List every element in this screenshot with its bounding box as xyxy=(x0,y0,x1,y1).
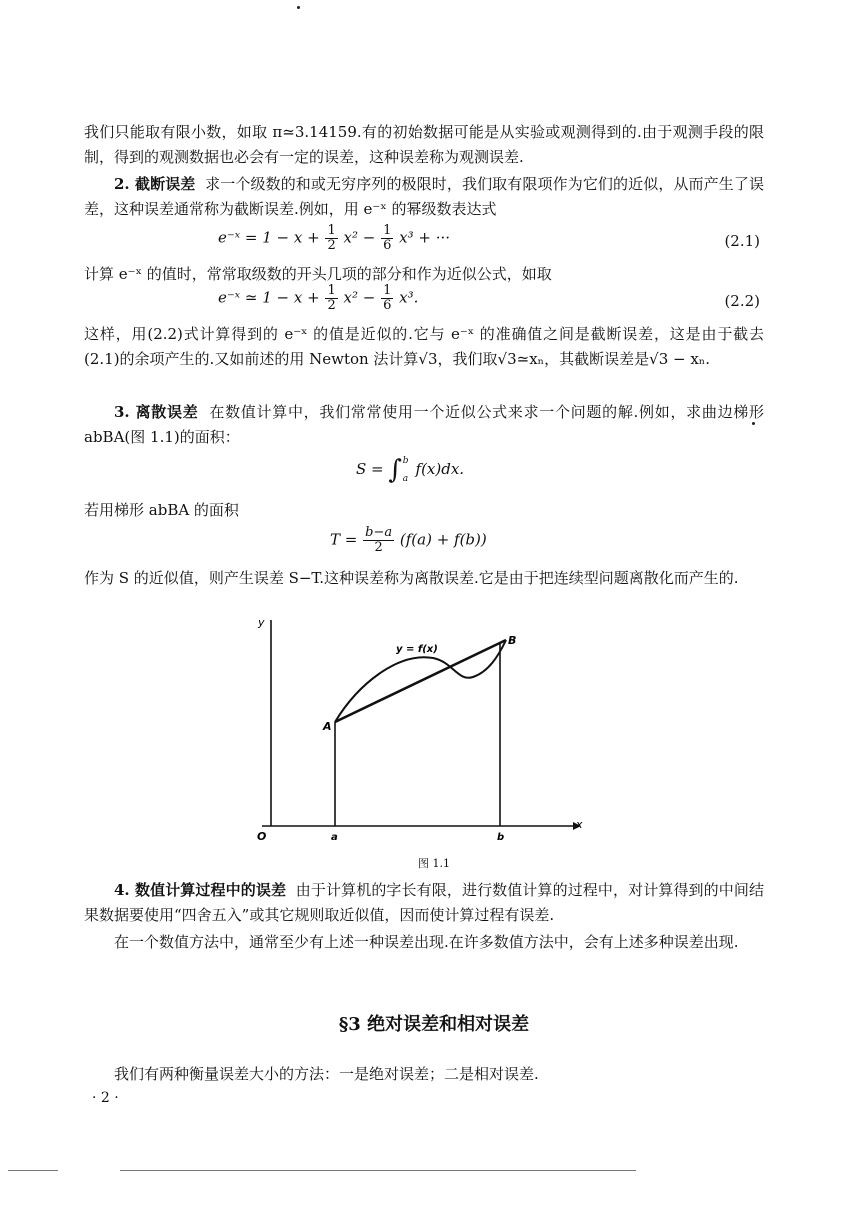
figure-1-1 xyxy=(248,612,588,844)
section-title: §3 绝对误差和相对误差 xyxy=(338,1014,530,1035)
paragraph-discretization-definition: 作为 S 的近似值，则产生误差 S−T.这种误差称为离散误差.它是由于把连续型问题离散化而产生的. xyxy=(84,569,739,587)
page-number: · 2 · xyxy=(92,1090,119,1106)
y-axis-label: y xyxy=(258,616,265,629)
point-B-label: B xyxy=(508,634,517,647)
equation-trapezoid-T: T = $\frac{b-a}{2}$ (f(a) + f(b)) xyxy=(330,525,487,555)
scan-artifact-line xyxy=(8,1170,58,1171)
point-A-label: A xyxy=(323,720,332,733)
discretization-error-text: 在数值计算中，我们常常使用一个近似公式来求一个问题的解.例如，求曲边梯形 abBA(图 1.1)的面积： xyxy=(84,403,764,446)
paragraph-truncation-error xyxy=(84,172,764,222)
paragraph-rounding-error xyxy=(84,878,764,928)
paragraph-newton-example: 这样，用(2.2)式计算得到的 e⁻ˣ 的值是近似的.它与 e⁻ˣ 的准确值之间是截断误差，这是由于截去(2.1)的余项产生的.又如前述的用 Newton 法计算√3，我们取√3≃xₙ，其截断误差是√3 − xₙ. xyxy=(84,325,764,368)
scan-speck xyxy=(297,6,300,9)
scan-speck xyxy=(752,422,755,425)
equation-number-2-2: (2.2) xyxy=(724,292,760,310)
heading-discretization-error: 3. 离散误差 xyxy=(114,403,199,421)
equation-2-2: e⁻ˣ ≃ 1 − x + $\frac{1}{2}$ x² − $\frac{1}{6}$ x³. xyxy=(218,283,419,313)
heading-rounding-error: 4. 数值计算过程中的误差 xyxy=(114,881,287,899)
figure-caption: 图 1.1 xyxy=(418,857,450,870)
paragraph-discretization-error xyxy=(84,400,764,450)
paragraph-observation-error: 我们只能取有限小数，如取 π≃3.14159.有的初始数据可能是从实验或观测得到的.由于观测手段的限制，得到的观测数据也必会有一定的误差，这种误差称为观测误差. xyxy=(84,123,764,166)
heading-truncation-error: 2. 截断误差 xyxy=(114,175,196,193)
scan-artifact-line xyxy=(120,1170,636,1171)
integral-sign: ∫ xyxy=(388,455,402,485)
point-b-label: b xyxy=(497,832,505,843)
paragraph-partial-sum: 计算 e⁻ˣ 的值时，常常取级数的开头几项的部分和作为近似公式，如取 xyxy=(84,265,552,283)
paragraph-error-summary: 在一个数值方法中，通常至少有上述一种误差出现.在许多数值方法中，会有上述多种误差出现. xyxy=(114,933,739,951)
rounding-error-text: 由于计算机的字长有限，进行数值计算的过程中，对计算得到的中间结果数据要使用“四舍五入”或其它规则取近似值，因而使计算过程有误差. xyxy=(84,881,764,924)
paragraph-measuring-error: 我们有两种衡量误差大小的方法：一是绝对误差；二是相对误差. xyxy=(114,1065,539,1083)
origin-label: O xyxy=(257,830,267,843)
curve-label: y = f(x) xyxy=(396,644,438,655)
truncation-error-text: 求一个级数的和或无穷序列的极限时，我们取有限项作为它们的近似，从而产生了误差，这种误差通常称为截断误差.例如，用 e⁻ˣ 的幂级数表达式 xyxy=(84,175,764,218)
equation-number-2-1: (2.1) xyxy=(724,232,760,250)
point-a-label: a xyxy=(331,832,338,843)
equation-integral-S: S = ∫ b a f(x)dx. xyxy=(356,455,465,485)
x-axis-label: x xyxy=(576,818,583,831)
equation-2-1: e⁻ˣ = 1 − x + $\frac{1}{2}$ x² − $\frac{1}{6}$ x³ + ··· xyxy=(218,223,451,253)
paragraph-trapezoid-area: 若用梯形 abBA 的面积 xyxy=(84,501,239,519)
